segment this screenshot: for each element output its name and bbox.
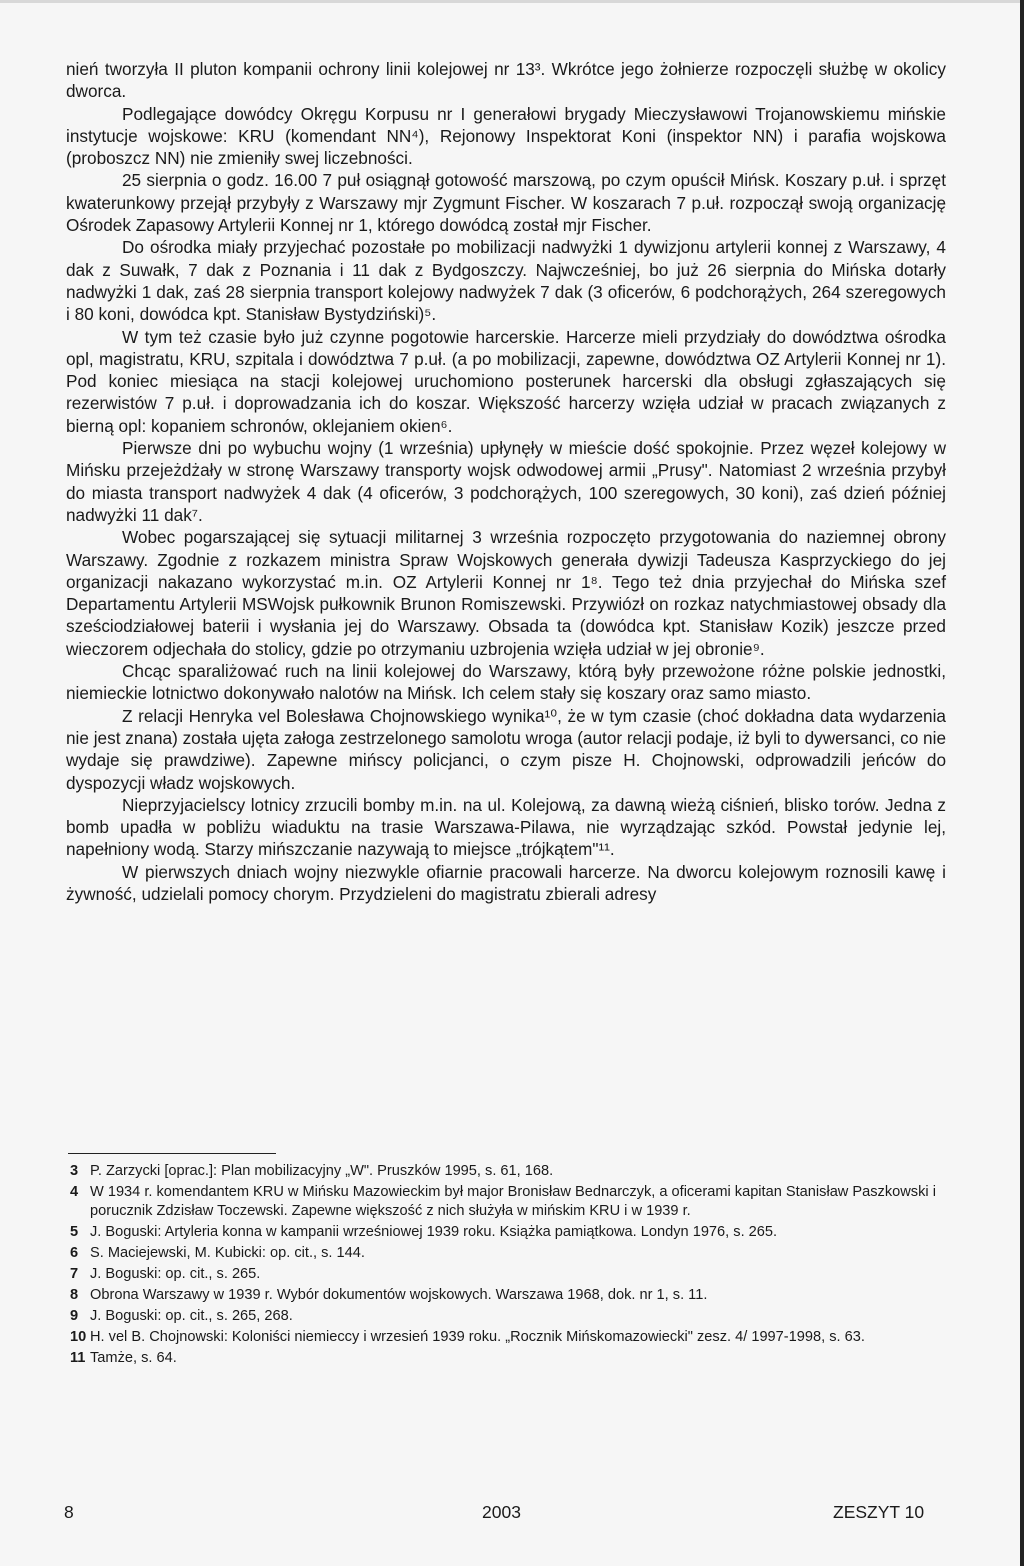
footnote-number: 9 — [70, 1308, 79, 1325]
paragraph-10: Nieprzyjacielscy lotnicy zrzucili bomby m.in. na ul. Kolejową, za dawną wieżą ciśnień, blisko torów. Jedna z bomb upadła w pobliżu wiaduktu na trasie Warszawa-Pilawa, nie wyrządzając szkód. Powstał jedynie lej, napełniony wodą. Starzy mińszczanie nazywają to miejsce „trójkątem"¹¹. — [66, 794, 946, 860]
footnote-number: 3 — [70, 1163, 79, 1179]
footnote — [68, 1286, 948, 1305]
footnote-separator — [68, 1153, 276, 1154]
scan-right-edge — [1020, 0, 1024, 1566]
paragraph-11: W pierwszych dniach wojny niezwykle ofiarnie pracowali harcerze. Na dworcu kolejowym roznosili kawę i żywność, udzielali pomocy chorym. Przydzieleni do magistratu zbierali adresy — [66, 861, 946, 904]
footnote — [68, 1328, 948, 1347]
footnote-number: 6 — [70, 1244, 79, 1261]
footnote — [68, 1223, 948, 1242]
footnote-text: J. Boguski: op. cit., s. 265, 268. — [90, 1308, 293, 1325]
footnote — [68, 1307, 948, 1326]
footnote-number: 7 — [70, 1265, 79, 1282]
footnote-number: 5 — [70, 1223, 79, 1240]
footnote-text: Obrona Warszawy w 1939 r. Wybór dokumentów wojskowych. Warszawa 1968, dok. nr 1, s. 11. — [90, 1287, 708, 1304]
footnote-text: H. vel B. Chojnowski: Koloniści niemieccy i wrzesień 1939 roku. „Rocznik Mińskomazowiecki" zesz. 4/ 1997-1998, s. 63. — [90, 1329, 865, 1346]
paragraph-1: nień tworzyła II pluton kompanii ochrony linii kolejowej nr 13³. Wkrótce jego żołnierze rozpoczęli służbę w okolicy dworca. — [66, 59, 946, 102]
main-text — [66, 58, 946, 905]
footnotes — [68, 1162, 948, 1370]
paragraph-2: Podlegające dowódcy Okręgu Korpusu nr I generałowi brygady Mieczysławowi Trojanowskiemu mińskie instytucje wojskowe: KRU (komendant NN⁴), Rejonowy Inspektorat Koni (inspektor NN) i parafia wojskowa (proboszcz NN) nie zmieniły swej liczebności. — [66, 103, 946, 169]
footnote-text: J. Boguski: Artyleria konna w kampanii wrześniowej 1939 roku. Książka pamiątkowa. Londyn 1976, s. 265. — [90, 1223, 778, 1240]
footnote-number: 11 — [70, 1350, 86, 1367]
footnote-number: 4 — [70, 1184, 79, 1201]
paragraph-7: Wobec pogarszającej się sytuacji militarnej 3 września rozpoczęto przygotowania do naziemnej obrony Warszawy. Zgodnie z rozkazem ministra Spraw Wojskowych generała dywizji Tadeusza Kasprzyckiego do jej organizacji nakazano wykorzystać m.in. OZ Artylerii Konnej nr 1⁸. Tego też dnia przyjechał do Mińska szef Departamentu Artylerii MSWojsk pułkownik Brunon Romiszewski. Przywiózł on rozkaz natychmiastowej obsady dla sześciodziałowej baterii i wysłania jej do Warszawy. Obsada ta (dowódca kpt. Stanisław Kozik) jeszcze przed wieczorem odjechała do stolicy, gdzie po otrzymaniu uzbrojenia wzięła udział w jej obronie⁹. — [66, 527, 946, 659]
paragraph-9: Z relacji Henryka vel Bolesława Chojnowskiego wynika¹⁰, że w tym czasie (choć dokładna data wydarzenia nie jest znana) została ujęta załoga zestrzelonego samolotu wroga (autor relacji podaje, iż byli to dywersanci, co nie wydaje się prawdziwe). Zapewne mińscy policjanci, o czym pisze H. Chojnowski, odprowadzili jeńców do dyspozycji władz wojskowych. — [66, 705, 946, 793]
footnote-text: S. Maciejewski, M. Kubicki: op. cit., s. 144. — [90, 1244, 365, 1261]
publication-year: 2003 — [482, 1502, 521, 1522]
paragraph-8: Chcąc sparaliżować ruch na linii kolejowej do Warszawy, którą były przewożone różne polskie jednostki, niemieckie lotnictwo dokonywało nalotów na Mińsk. Ich celem stały się koszary oraz samo miasto. — [66, 661, 946, 704]
footnote — [68, 1162, 948, 1181]
footnote-text: P. Zarzycki [oprac.]: Plan mobilizacyjny „W". Pruszków 1995, s. 61, 168. — [90, 1163, 554, 1179]
footnote — [68, 1349, 948, 1368]
footnote — [68, 1265, 948, 1284]
paragraph-5: W tym też czasie było już czynne pogotowie harcerskie. Harcerze mieli przydziały do dowództwa ośrodka opl, magistratu, KRU, szpitala i dowództwa 7 p.uł. (a po mobilizacji, zapewne, dowództwa OZ Artylerii Konnej nr 1). Pod koniec miesiąca na stacji kolejowej uruchomiono posterunek harcerski dla obsługi zgłaszających się rezerwistów 7 p.uł. i doprowadzania ich do koszar. Większość harcerzy wzięła udział w pracach związanych z bierną opl: kopaniem schronów, oklejaniem okien⁶. — [66, 326, 946, 436]
paragraph-4: Do ośrodka miały przyjechać pozostałe po mobilizacji nadwyżki 1 dywizjonu artylerii konnej z Warszawy, 4 dak z Suwałk, 7 dak z Poznania i 11 dak z Bydgoszczy. Najwcześniej, bo już 26 sierpnia do Mińska dotarły nadwyżki 1 dak, zaś 28 sierpnia transport kolejowy nadwyżek 7 dak (3 oficerów, 6 podchorążych, 264 szeregowych i 80 koni, dowódca kpt. Stanisław Bystydziński)⁵. — [66, 237, 946, 325]
footnote — [68, 1244, 948, 1263]
paragraph-3: 25 sierpnia o godz. 16.00 7 puł osiągnął gotowość marszową, po czym opuścił Mińsk. Koszary p.uł. i sprzęt kwaterunkowy przejął przybyły z Warszawy mjr Zygmunt Fischer. W koszarach 7 p.uł. rozpoczął swoją organizację Ośrodek Zapasowy Artylerii Konnej nr 1, którego dowódcą został mjr Fischer. — [66, 170, 946, 236]
footnote-text: J. Boguski: op. cit., s. 265. — [90, 1265, 261, 1282]
footnote-number: 10 — [70, 1329, 87, 1346]
footnote-number: 8 — [70, 1287, 79, 1304]
footnote-text: Tamże, s. 64. — [90, 1350, 177, 1367]
footnote-text: W 1934 r. komendantem KRU w Mińsku Mazowieckim był major Bronisław Bednarczyk, a oficerami kapitan Stanisław Paszkowski i porucznik Zdzisław Toczewski. Zapewne większość z nich służyła w mińskim KRU i w 1939 r. — [90, 1184, 936, 1219]
issue-label: ZESZYT 10 — [833, 1502, 925, 1522]
footnote — [68, 1183, 948, 1220]
paragraph-6: Pierwsze dni po wybuchu wojny (1 września) upłynęły w mieście dość spokojnie. Przez węzeł kolejowy w Mińsku przejeżdżały w stronę Warszawy transporty wojsk odwodowej armii „Prusy". Natomiast 2 września przybył do miasta transport nadwyżek 4 dak (4 oficerów, 3 podchorążych, 100 szeregowych, 30 koni), zaś dzień później nadwyżki 11 dak⁷. — [66, 438, 946, 525]
page-number: 8 — [64, 1502, 74, 1522]
scan-top-edge — [0, 0, 1024, 3]
